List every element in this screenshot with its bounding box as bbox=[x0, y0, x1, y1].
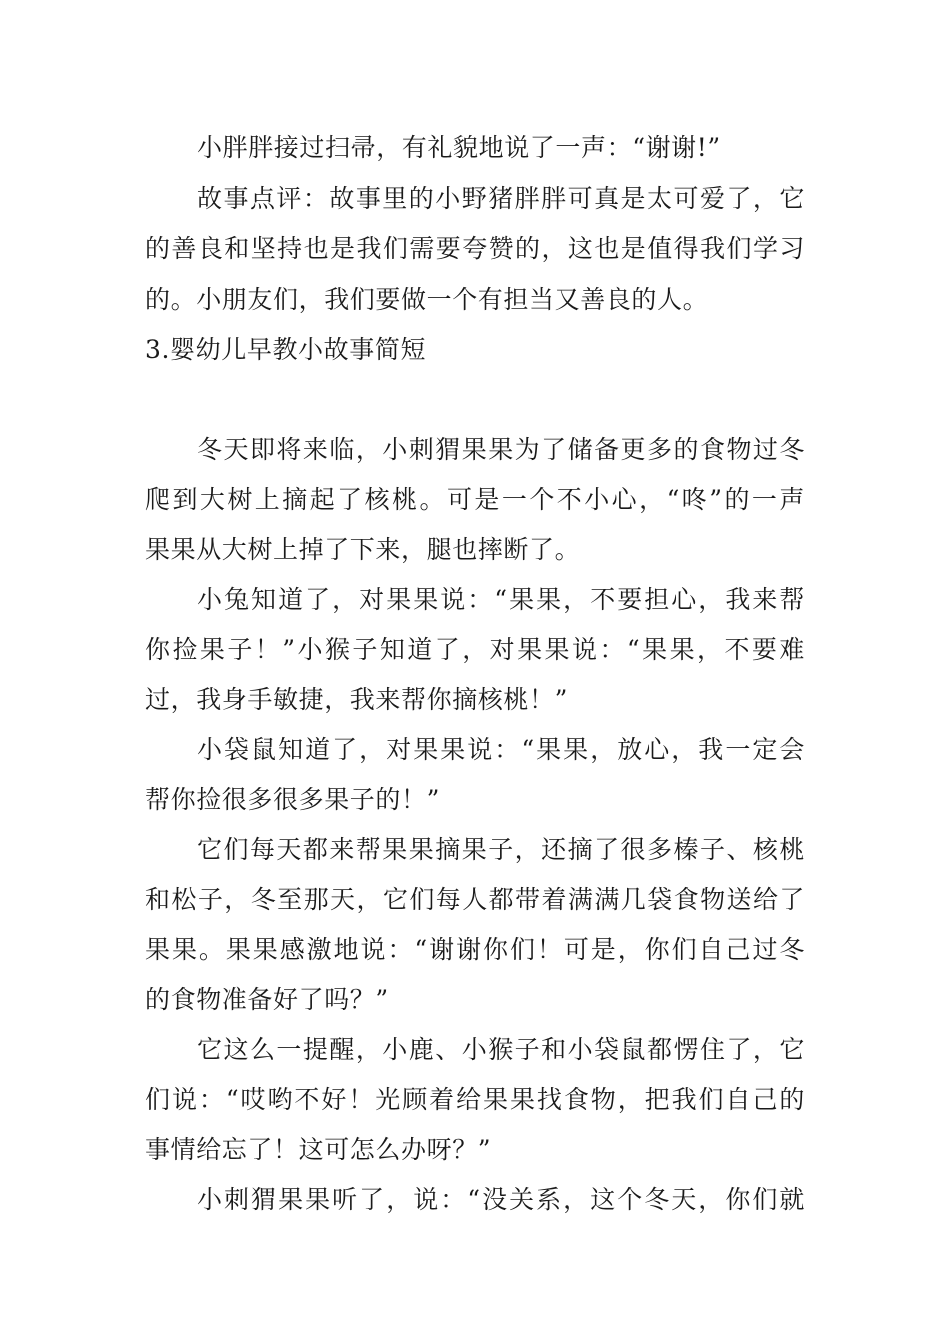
text-line: 果果。果果感激地说：“谢谢你们！可是，你们自己过冬 bbox=[145, 935, 805, 964]
text-line: 冬天即将来临，小刺猬果果为了储备更多的食物过冬 bbox=[197, 435, 805, 464]
text-line: 故事点评：故事里的小野猪胖胖可真是太可爱了，它 bbox=[197, 184, 805, 213]
text-line: 们说：“哎哟不好！光顾着给果果找食物，把我们自己的 bbox=[145, 1085, 805, 1114]
text-line: 过，我身手敏捷，我来帮你摘核桃！” bbox=[145, 685, 568, 714]
text-line: 的食物准备好了吗？” bbox=[145, 985, 389, 1014]
text-line: 它这么一提醒，小鹿、小猴子和小袋鼠都愣住了，它 bbox=[197, 1035, 805, 1064]
text-line: 小刺猬果果听了，说：“没关系，这个冬天，你们就 bbox=[197, 1185, 805, 1214]
section-heading: 3.婴幼儿早教小故事简短 bbox=[145, 335, 427, 364]
text-line: 爬到大树上摘起了核桃。可是一个不小心，“咚”的一声 bbox=[145, 485, 805, 514]
text-line: 和松子，冬至那天，它们每人都带着满满几袋食物送给了 bbox=[145, 885, 805, 914]
text-line: 帮你捡很多很多果子的！” bbox=[145, 785, 440, 814]
text-line: 的善良和坚持也是我们需要夸赞的，这也是值得我们学习 bbox=[145, 234, 805, 263]
text-line: 小袋鼠知道了，对果果说：“果果，放心，我一定会 bbox=[197, 735, 805, 764]
text-line: 果果从大树上掉了下来，腿也摔断了。 bbox=[145, 535, 581, 564]
text-line: 它们每天都来帮果果摘果子，还摘了很多榛子、核桃 bbox=[197, 835, 805, 864]
text-line: 事情给忘了！这可怎么办呀？” bbox=[145, 1135, 492, 1164]
text-line: 你捡果子！”小猴子知道了，对果果说：“果果，不要难 bbox=[145, 635, 805, 664]
text-line: 小胖胖接过扫帚，有礼貌地说了一声：“谢谢!” bbox=[197, 133, 721, 162]
text-line: 的。小朋友们，我们要做一个有担当又善良的人。 bbox=[145, 285, 709, 314]
text-line: 小兔知道了，对果果说：“果果，不要担心，我来帮 bbox=[197, 585, 805, 614]
